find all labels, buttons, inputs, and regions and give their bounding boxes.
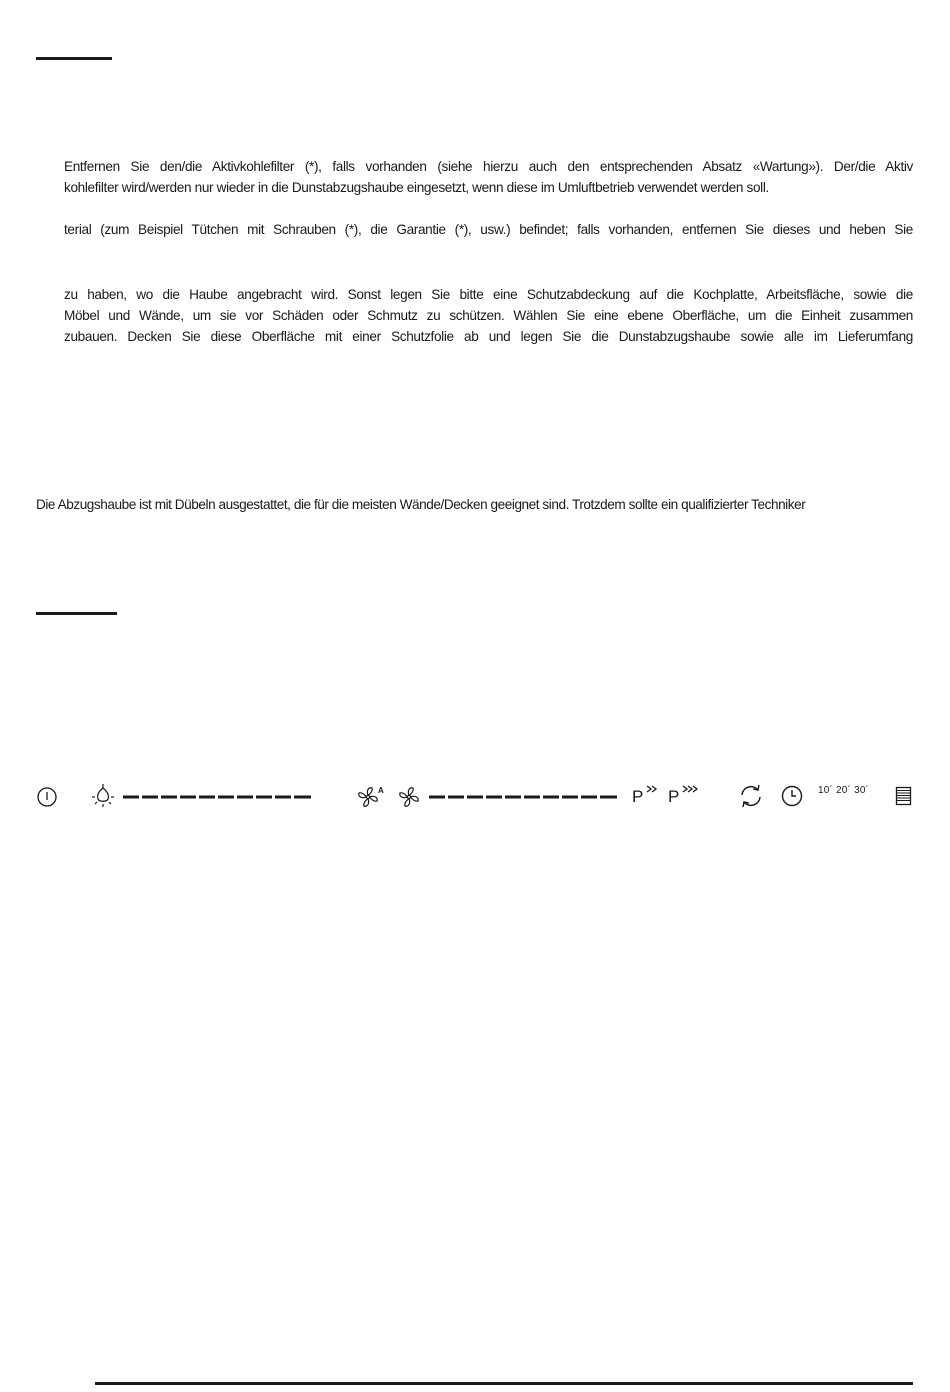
text-line: Die Abzugshaube ist mit Dübeln ausgestattet, die für die meisten Wände/Decken geeignet sind. Trotzdem sollte ein qualifizierter Techniker <box>36 497 806 512</box>
timer-options-label: 10´ 20´ 30´ <box>818 785 870 796</box>
paragraph-accessories <box>64 219 913 240</box>
paragraph-protective-cover <box>64 284 913 347</box>
fan-icon <box>397 784 421 810</box>
filter-grid-icon <box>895 786 913 806</box>
timer-clock-icon <box>780 784 804 808</box>
footer-rule <box>95 1382 913 1385</box>
paragraph-activated-carbon-filter <box>64 156 913 198</box>
text-line: Entfernen Sie den/die Aktivkohlefilter (*), falls vorhanden (siehe hierzu auch den entsprechenden Absatz «Wartung»). Der/die Aktiv <box>64 159 913 174</box>
svg-text:A: A <box>378 786 384 795</box>
fan-speed-bar <box>429 794 619 800</box>
triple-chevron-icon <box>681 785 701 795</box>
text-line: zu haben, wo die Haube angebracht wird. Sonst legen Sie bitte eine Schutzabdeckung auf die Kochplatte, Arbeitsfläche, sowie die <box>64 287 913 302</box>
text-line: zubauen. Decken Sie diese Oberfläche mit einer Schutzfolie ab und legen Sie die Dunstabzugshaube sowie alle im Lieferumfang <box>64 329 913 344</box>
paragraph-wall-plugs <box>36 494 913 515</box>
power-boost-1-letter: P <box>632 787 644 806</box>
power-boost-2-letter: P <box>668 787 680 806</box>
light-bulb-icon <box>90 782 116 810</box>
light-intensity-bar <box>123 794 313 800</box>
recirculation-icon <box>738 783 764 809</box>
fan-auto-icon <box>356 784 386 810</box>
section-header-rule-2 <box>36 612 117 615</box>
control-panel <box>0 780 950 814</box>
double-chevron-icon <box>645 785 659 795</box>
text-line: Möbel und Wände, um sie vor Schäden oder Schmutz zu schützen. Wählen Sie eine ebene Oberfläche, um die Einheit zusammen <box>64 308 913 323</box>
power-boost-1-label <box>632 788 643 807</box>
power-boost-2-label <box>668 788 679 807</box>
text-line: terial (zum Beispiel Tütchen mit Schrauben (*), die Garantie (*), usw.) befindet; falls vorhanden, entfernen Sie dieses und heben Sie <box>64 222 913 237</box>
power-icon <box>36 786 58 808</box>
text-line: kohlefilter wird/werden nur wieder in die Dunstabzugshaube eingesetzt, wenn diese im Umluftbetrieb verwendet werden soll. <box>64 180 769 195</box>
section-header-rule-1 <box>36 57 112 60</box>
